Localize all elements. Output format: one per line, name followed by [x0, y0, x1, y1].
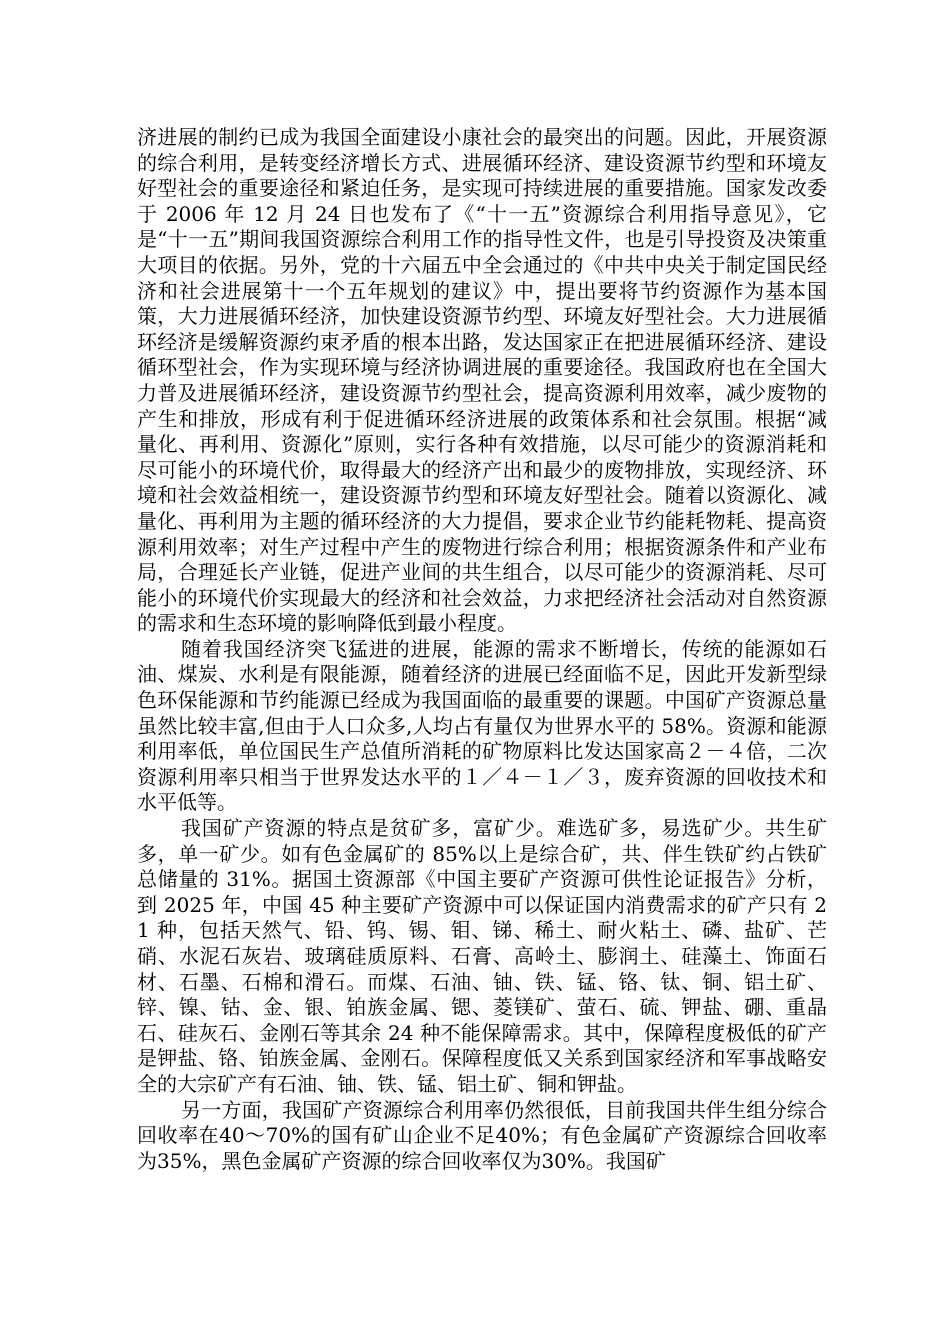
document-body — [137, 125, 827, 1174]
paragraph-mineral-characteristics: 我国矿产资源的特点是贫矿多，富矿少。难选矿多，易选矿少。共生矿多，单一矿少。如有色金属矿的 85%以上是综合矿，共、伴生铁矿约占铁矿总储量的 31%。据国土资源部《中国主要矿产资源可供性论证报告》分析，到 2025 年，中国 45 种主要矿产资源中可以保证国内消费需求的矿产只有 21 种，包括天然气、铅、钨、锡、钼、锑、稀土、耐火粘土、磷、盐矿、芒硝、水泥石灰岩、玻璃硅质原料、石膏、高岭土、膨润土、硅藻土、饰面石材、石墨、石棉和滑石。而煤、石油、铀、铁、锰、铬、钛、铜、铝土矿、锌、镍、钴、金、银、铂族金属、锶、菱镁矿、萤石、硫、钾盐、硼、重晶石、硅灰石、金刚石等其余 24 种不能保障需求。其中，保障程度极低的矿产是钾盐、铬、铂族金属、金刚石。保障程度低又关系到国家经济和军事战略安全的大宗矿产有石油、铀、铁、锰、铝土矿、铜和钾盐。 — [137, 816, 827, 1096]
paragraph-resource-utilization: 济进展的制约已成为我国全面建设小康社会的最突出的问题。因此，开展资源的综合利用，是转变经济增长方式、进展循环经济、建设资源节约型和环境友好型社会的重要途径和紧迫任务，是实现可持续进展的重要措施。国家发改委于 2006 年 12 月 24 日也发布了《“十一五”资源综合利用指导意见》，它是“十一五”期间我国资源综合利用工作的指导性文件，也是引导投资及决策重大项目的依据。另外，党的十六届五中全会通过的《中共中央关于制定国民经济和社会进展第十一个五年规划的建议》中，提出要将节约资源作为基本国策，大力进展循环经济，加快建设资源节约型、环境友好型社会。大力进展循环经济是缓解资源约束矛盾的根本出路，发达国家正在把进展循环经济、建设循环型社会，作为实现环境与经济协调进展的重要途径。我国政府也在全国大力普及进展循环经济，建设资源节约型社会，提高资源利用效率，减少废物的产生和排放，形成有利于促进循环经济进展的政策体系和社会氛围。根据“减量化、再利用、资源化”原则，实行各种有效措施，以尽可能少的资源消耗和尽可能小的环境代价，取得最大的经济产出和最少的废物排放，实现经济、环境和社会效益相统一，建设资源节约型和环境友好型社会。随着以资源化、减量化、再利用为主题的循环经济的大力提倡，要求企业节约能耗物耗、提高资源利用效率；对生产过程中产生的废物进行综合利用；根据资源条件和产业布局，合理延长产业链，促进产业间的共生组合，以尽可能少的资源消耗、尽可能小的环境代价实现最大的经济和社会效益，力求把经济社会活动对自然资源的需求和生态环境的影响降低到最小程度。 — [137, 125, 827, 636]
paragraph-recovery-rate: 另一方面，我国矿产资源综合利用率仍然很低，目前我国共伴生组分综合回收率在40～70%的国有矿山企业不足40%；有色金属矿产资源综合回收率为35%，黑色金属矿产资源的综合回收率仅为30%。我国矿 — [137, 1097, 827, 1173]
paragraph-energy-demand: 随着我国经济突飞猛进的进展，能源的需求不断增长，传统的能源如石油、煤炭、水利是有限能源，随着经济的进展已经面临不足，因此开发新型绿色环保能源和节约能源已经成为我国面临的最重要的课题。中国矿产资源总量虽然比较丰富,但由于人口众多,人均占有量仅为世界水平的 58%。资源和能源利用率低，单位国民生产总值所消耗的矿物原料比发达国家高２－４倍，二次资源利用率只相当于世界发达水平的１／４－１／３，废弃资源的回收技术和水平低等。 — [137, 636, 827, 815]
